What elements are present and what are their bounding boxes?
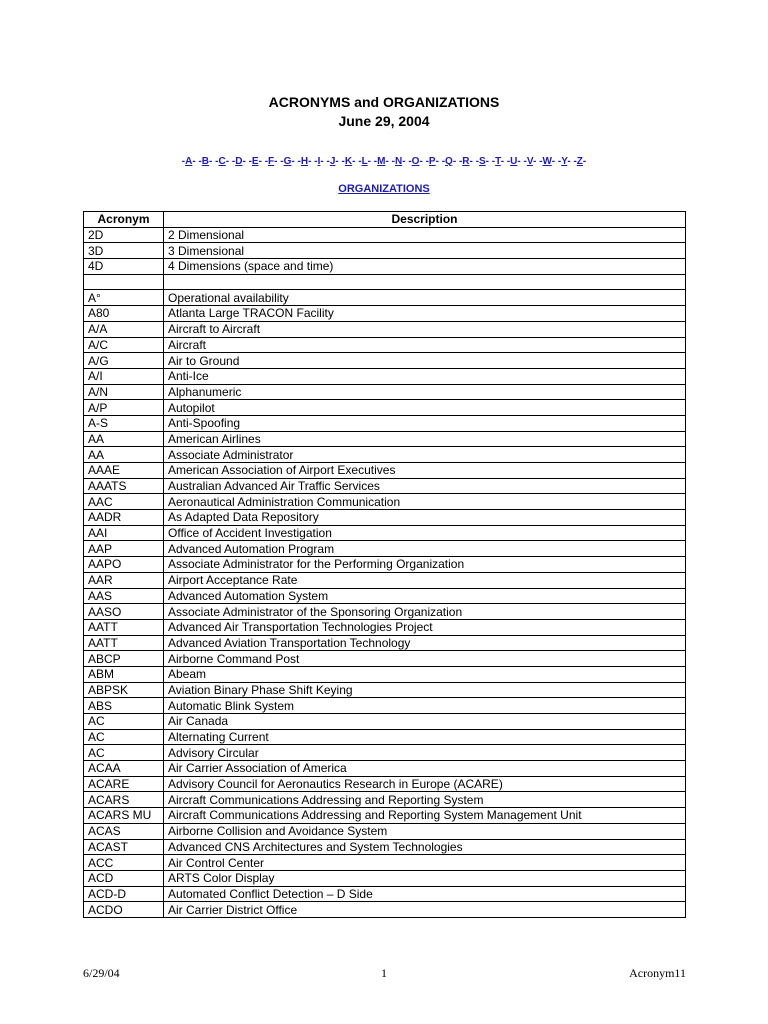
description-cell: 2 Dimensional [164,227,686,243]
acronym-cell: AAS [84,588,164,604]
description-cell: Air Canada [164,714,686,730]
alphabet-link-l[interactable]: L [361,156,368,167]
description-cell: Advanced CNS Architectures and System Technologies [164,839,686,855]
table-row [84,431,686,447]
alphabet-separator: - [297,156,301,167]
organizations-link-wrap [0,183,768,195]
alphabet-link-o[interactable]: O [411,156,420,167]
alphabet-separator: - [367,156,372,167]
table-row [84,337,686,353]
description-cell: Anti-Spoofing [164,415,686,431]
alphabet-separator: - [567,156,571,167]
alphabet-separator: - [358,156,362,167]
alphabet-separator: - [326,156,330,167]
alphabet-separator: - [215,156,219,167]
alphabet-separator: - [506,156,511,167]
alphabet-separator: - [408,156,412,167]
alphabet-separator: - [242,156,246,167]
table-row [84,447,686,463]
alphabet-link-s[interactable]: S [479,156,486,167]
table-row [84,494,686,510]
alphabet-separator: - [517,156,521,167]
alphabet-link-k[interactable]: K [344,156,353,167]
description-cell: Air to Ground [164,353,686,369]
description-cell: Advanced Air Transportation Technologies Project [164,619,686,635]
acronym-cell: AC [84,729,164,745]
acronym-cell: A/A [84,321,164,337]
table-row [84,588,686,604]
description-cell: Aircraft [164,337,686,353]
alphabet-link-a[interactable]: A [185,156,193,167]
table-row [84,839,686,855]
description-cell: Alphanumeric [164,384,686,400]
alphabet-separator: - [314,156,318,167]
alphabet-separator: - [452,156,457,167]
table-row [84,729,686,745]
description-cell: 3 Dimensional [164,243,686,259]
alphabet-separator: - [373,156,378,167]
acronym-cell: ACDO [84,902,164,918]
acronym-cell: ACAST [84,839,164,855]
acronym-cell: A/P [84,400,164,416]
table-row [84,808,686,824]
alphabet-separator: - [385,156,389,167]
table-row [84,384,686,400]
description-cell: Autopilot [164,400,686,416]
alphabet-link-t[interactable]: T [495,156,501,167]
description-column-header: Description [164,212,686,228]
alphabet-link-p[interactable]: P [428,156,436,167]
alphabet-link-w[interactable]: W [542,156,552,167]
table-row [84,651,686,667]
alphabet-separator: - [573,156,577,167]
alphabet-separator: - [458,156,463,167]
table-row [84,415,686,431]
alphabet-separator: - [402,156,406,167]
acronym-cell: AA [84,431,164,447]
alphabet-link-u[interactable]: U [510,156,518,167]
alphabet-separator: - [539,156,543,167]
acronym-cell: AAAE [84,463,164,479]
alphabet-separator: - [320,156,324,167]
alphabet-separator: - [441,156,446,167]
description-cell: Anti-Ice [164,368,686,384]
acronym-cell: ACD [84,870,164,886]
alphabet-separator: - [435,156,439,167]
description-cell: Aircraft Communications Addressing and Reporting System [164,792,686,808]
alphabet-separator: - [419,156,423,167]
table-row [84,870,686,886]
alphabet-separator: - [582,156,587,167]
description-cell: Air Control Center [164,855,686,871]
acronym-cell: 3D [84,243,164,259]
table-row [84,604,686,620]
acronym-cell: AA [84,447,164,463]
document-title: ACRONYMS and ORGANIZATIONS [268,94,500,110]
table-body [84,227,686,917]
description-cell: Airborne Collision and Avoidance System [164,823,686,839]
alphabet-separator: - [523,156,527,167]
description-cell: Associate Administrator of the Sponsoring Organization [164,604,686,620]
description-cell: Automatic Blink System [164,698,686,714]
description-cell: Aviation Binary Phase Shift Keying [164,682,686,698]
alphabet-separator: - [557,156,562,167]
acronym-cell: A/C [84,337,164,353]
alphabet-separator: - [225,156,230,167]
alphabet-separator: - [248,156,252,167]
table-row [84,902,686,918]
acronym-table [83,211,686,918]
document-date: June 29, 2004 [338,113,430,129]
acronym-cell: ABM [84,666,164,682]
table-row [84,478,686,494]
alphabet-link-z[interactable]: Z [576,156,583,167]
description-cell: Airport Acceptance Rate [164,572,686,588]
description-cell: As Adapted Data Repository [164,510,686,526]
alphabet-separator: - [341,156,345,167]
table-row [84,792,686,808]
description-cell: Advisory Council for Aeronautics Research in Europe (ACARE) [164,776,686,792]
table-row [84,541,686,557]
description-cell: Automated Conflict Detection – D Side [164,886,686,902]
table-row [84,400,686,416]
description-cell: Abeam [164,666,686,682]
footer-filename: Acronym11 [629,966,686,980]
description-cell: Australian Advanced Air Traffic Services [164,478,686,494]
table-row [84,666,686,682]
acronym-cell: A° [84,290,164,306]
table-row [84,290,686,306]
alphabet-separator: - [352,156,356,167]
table-row [84,572,686,588]
table-row [84,510,686,526]
description-cell: Aircraft Communications Addressing and Reporting System Management Unit [164,808,686,824]
table-row [84,776,686,792]
alphabet-link-b[interactable]: B [201,156,210,167]
alphabet-link-r[interactable]: R [462,156,470,167]
acronym-cell: AADR [84,510,164,526]
alphabet-separator: - [308,156,312,167]
acronym-cell: AATT [84,619,164,635]
table-row [84,463,686,479]
acronym-cell: ACD-D [84,886,164,902]
table-row [84,619,686,635]
acronym-cell: A/I [84,368,164,384]
alphabet-separator: - [198,156,202,167]
description-cell: Advanced Automation Program [164,541,686,557]
description-cell: Air Carrier District Office [164,902,686,918]
description-cell: Alternating Current [164,729,686,745]
table-row [84,525,686,541]
table-row [84,243,686,259]
acronym-cell: AAR [84,572,164,588]
acronym-cell: 2D [84,227,164,243]
table-row [84,761,686,777]
acronym-cell: ACAA [84,761,164,777]
acronym-cell: A-S [84,415,164,431]
alphabet-separator: - [475,156,479,167]
table-row [84,227,686,243]
acronym-cell: ABPSK [84,682,164,698]
table-row [84,274,686,290]
acronym-cell: 4D [84,259,164,275]
acronym-cell: ACAS [84,823,164,839]
acronym-cell: AAP [84,541,164,557]
acronym-cell: ACARE [84,776,164,792]
acronym-cell: ACARS [84,792,164,808]
acronym-cell: AATT [84,635,164,651]
alphabet-link-y[interactable]: Y [561,156,568,167]
acronym-cell: ACARS MU [84,808,164,824]
table-row [84,714,686,730]
alphabet-separator: - [209,156,213,167]
acronym-cell: A/G [84,353,164,369]
acronym-cell: AAI [84,525,164,541]
table-row [84,259,686,275]
description-cell: Office of Accident Investigation [164,525,686,541]
description-cell: Air Carrier Association of America [164,761,686,777]
alphabet-link-n[interactable]: N [394,156,403,167]
table-row [84,886,686,902]
description-cell: Advanced Automation System [164,588,686,604]
alphabet-link-e[interactable]: E [251,156,259,167]
table-row [84,682,686,698]
alphabet-link-q[interactable]: Q [445,156,453,167]
table-row [84,745,686,761]
alphabet-separator: - [425,156,429,167]
description-cell: ARTS Color Display [164,870,686,886]
alphabet-link-j[interactable]: J [329,156,336,167]
organizations-link[interactable]: ORGANIZATIONS [338,183,430,195]
alphabet-link-g[interactable]: G [283,156,292,167]
table-row [84,306,686,322]
alphabet-separator: - [500,156,505,167]
table-row [84,855,686,871]
alphabet-separator: - [181,156,186,167]
acronym-cell: ABCP [84,651,164,667]
table-row [84,698,686,714]
footer-page-number: 1 [381,966,387,980]
table-row [84,353,686,369]
alphabet-separator: - [533,156,537,167]
alphabet-index [0,156,768,167]
alphabet-separator: - [335,156,339,167]
table-row [84,321,686,337]
alphabet-link-h[interactable]: H [300,156,309,167]
description-cell: Advanced Aviation Transportation Technology [164,635,686,651]
alphabet-link-i[interactable]: I [317,156,321,167]
acronym-cell: A80 [84,306,164,322]
table-row [84,635,686,651]
description-cell: Airborne Command Post [164,651,686,667]
description-cell [164,274,686,290]
alphabet-separator: - [469,156,473,167]
alphabet-link-d[interactable]: D [235,156,243,167]
alphabet-separator: - [280,156,284,167]
description-cell: Atlanta Large TRACON Facility [164,306,686,322]
description-cell: Aeronautical Administration Communication [164,494,686,510]
alphabet-separator: - [485,156,490,167]
acronym-cell: AAC [84,494,164,510]
table-row [84,823,686,839]
description-cell: 4 Dimensions (space and time) [164,259,686,275]
table-row [84,557,686,573]
alphabet-separator: - [491,156,496,167]
alphabet-separator: - [274,156,278,167]
alphabet-separator: - [192,156,196,167]
acronym-cell: ABS [84,698,164,714]
acronym-cell: AASO [84,604,164,620]
alphabet-link-f[interactable]: F [268,156,275,167]
acronym-cell [84,274,164,290]
acronym-cell: AAPO [84,557,164,573]
footer-date: 6/29/04 [83,966,120,980]
alphabet-separator: - [391,156,395,167]
alphabet-separator: - [551,156,556,167]
description-cell: Associate Administrator for the Performing Organization [164,557,686,573]
description-cell: Advisory Circular [164,745,686,761]
description-cell: Operational availability [164,290,686,306]
alphabet-separator: - [258,156,262,167]
description-cell: Associate Administrator [164,447,686,463]
acronym-cell: A/N [84,384,164,400]
acronym-column-header: Acronym [84,212,164,228]
acronym-cell: AC [84,714,164,730]
alphabet-link-m[interactable]: M [377,156,386,167]
alphabet-separator: - [264,156,269,167]
acronym-cell: AAATS [84,478,164,494]
description-cell: American Airlines [164,431,686,447]
description-cell: American Association of Airport Executives [164,463,686,479]
table-header-row [84,212,686,228]
table-row [84,368,686,384]
description-cell: Aircraft to Aircraft [164,321,686,337]
alphabet-separator: - [231,156,236,167]
alphabet-link-v[interactable]: V [526,156,533,167]
acronym-cell: ACC [84,855,164,871]
alphabet-link-c[interactable]: C [218,156,226,167]
acronym-cell: AC [84,745,164,761]
alphabet-separator: - [291,156,295,167]
